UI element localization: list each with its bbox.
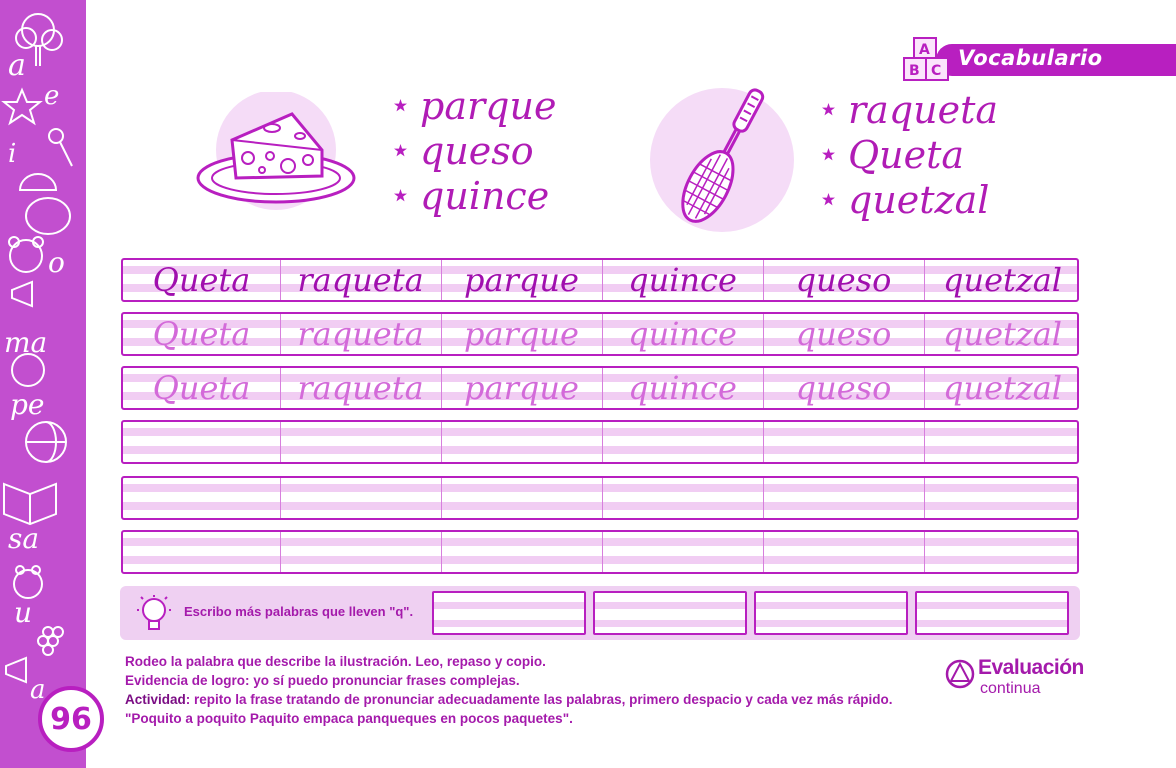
word-label: quetzal [848, 178, 990, 222]
word-label: raqueta [848, 88, 999, 132]
practice-cell: queso [795, 369, 892, 407]
practice-row[interactable] [121, 420, 1079, 464]
lightbulb-icon [134, 594, 174, 634]
practice-cell[interactable] [441, 478, 602, 518]
practice-cell[interactable] [441, 532, 602, 572]
word-list-item [822, 178, 998, 223]
activity-label: Actividad [125, 692, 186, 707]
svg-text:i: i [8, 139, 17, 169]
practice-cell: quince [628, 315, 737, 353]
practice-cell: quince [628, 261, 737, 299]
word-list-item [394, 84, 556, 129]
practice-cell: queso [795, 315, 892, 353]
word-list-item [394, 129, 556, 174]
practice-row[interactable] [121, 476, 1079, 520]
practice-cell[interactable] [924, 532, 1079, 572]
svg-text:a: a [30, 675, 46, 705]
instruction-line: "Poquito a poquito Paquito empaca panqueques en pocos paquetes". [125, 711, 573, 726]
practice-cell: raqueta [297, 315, 424, 353]
svg-text:ma: ma [4, 326, 48, 359]
practice-cell: raqueta [297, 261, 424, 299]
practice-cell[interactable] [602, 422, 763, 462]
practice-cell[interactable] [924, 422, 1079, 462]
word-label: quince [420, 174, 550, 218]
star-bullet-icon [822, 103, 835, 116]
evaluation-subtitle: continua [980, 680, 1041, 697]
practice-cell[interactable] [602, 478, 763, 518]
practice-row[interactable] [121, 530, 1079, 574]
practice-cell: queso [795, 261, 892, 299]
practice-grid [121, 258, 1079, 578]
extra-words-prompt: Escribo más palabras que lleven "q". [184, 604, 414, 619]
practice-cell: raqueta [297, 369, 424, 407]
practice-row [121, 258, 1079, 302]
practice-cell: quince [628, 369, 737, 407]
svg-text:pe: pe [10, 388, 45, 421]
practice-cell: Queta [152, 369, 251, 407]
practice-cell: parque [464, 261, 579, 299]
practice-cell: parque [464, 369, 579, 407]
star-bullet-icon [822, 193, 835, 206]
star-bullet-icon [394, 144, 407, 157]
star-bullet-icon [394, 99, 407, 112]
svg-text:sa: sa [8, 522, 40, 555]
practice-cell[interactable] [123, 478, 280, 518]
cheese-illustration-icon [196, 92, 358, 216]
practice-cell: quetzal [942, 369, 1063, 407]
evaluation-title: Evaluación [978, 656, 1084, 679]
page-number: 96 [38, 686, 104, 752]
write-box[interactable] [915, 591, 1069, 635]
decorative-sidebar [0, 0, 86, 768]
star-bullet-icon [822, 148, 835, 161]
word-label: parque [420, 84, 557, 128]
write-box[interactable] [754, 591, 908, 635]
svg-text:e: e [44, 81, 60, 111]
practice-cell[interactable] [924, 478, 1079, 518]
activity-text: : repito la frase tratando de pronunciar adecuadamente las palabras, primero despacio y cada vez más rápido. [185, 692, 893, 707]
instructions [125, 652, 945, 728]
word-label: queso [420, 129, 534, 173]
svg-text:u: u [14, 596, 33, 629]
write-box[interactable] [432, 591, 586, 635]
sidebar-letter: a [8, 48, 26, 83]
practice-cell: quetzal [942, 261, 1063, 299]
write-box[interactable] [593, 591, 747, 635]
practice-cell: parque [464, 315, 579, 353]
practice-row [121, 366, 1079, 410]
practice-cell[interactable] [763, 478, 924, 518]
evaluation-logo [944, 656, 1094, 706]
section-title: Vocabulario [958, 46, 1103, 70]
practice-cell[interactable] [602, 532, 763, 572]
word-list-racket [822, 88, 998, 223]
practice-cell: Queta [152, 315, 251, 353]
instruction-line: Rodeo la palabra que describe la ilustración. Leo, repaso y copio. [125, 654, 546, 669]
svg-text:A: A [919, 42, 930, 58]
racket-illustration-icon [646, 84, 798, 236]
word-list-item [394, 174, 556, 219]
practice-cell: Queta [152, 261, 251, 299]
instruction-line [125, 690, 945, 709]
instruction-line: Evidencia de logro: yo sí puedo pronunciar frases complejas. [125, 673, 520, 688]
practice-cell[interactable] [763, 422, 924, 462]
svg-text:C: C [931, 63, 942, 79]
practice-cell[interactable] [763, 532, 924, 572]
practice-cell[interactable] [280, 422, 441, 462]
extra-words-section [120, 586, 1080, 640]
svg-text:o: o [48, 246, 65, 279]
word-label: Queta [848, 133, 965, 177]
practice-cell[interactable] [280, 532, 441, 572]
svg-text:B: B [909, 63, 920, 79]
word-list-item [822, 133, 998, 178]
evaluation-icon [944, 658, 976, 690]
practice-cell[interactable] [123, 422, 280, 462]
abc-blocks-icon [902, 36, 952, 82]
word-list-item [822, 88, 998, 133]
practice-cell[interactable] [280, 478, 441, 518]
practice-cell[interactable] [123, 532, 280, 572]
star-bullet-icon [394, 189, 407, 202]
practice-cell: quetzal [942, 315, 1063, 353]
practice-cell[interactable] [441, 422, 602, 462]
word-list-cheese [394, 84, 556, 219]
sidebar-doodles-icon [0, 0, 86, 768]
practice-row [121, 312, 1079, 356]
